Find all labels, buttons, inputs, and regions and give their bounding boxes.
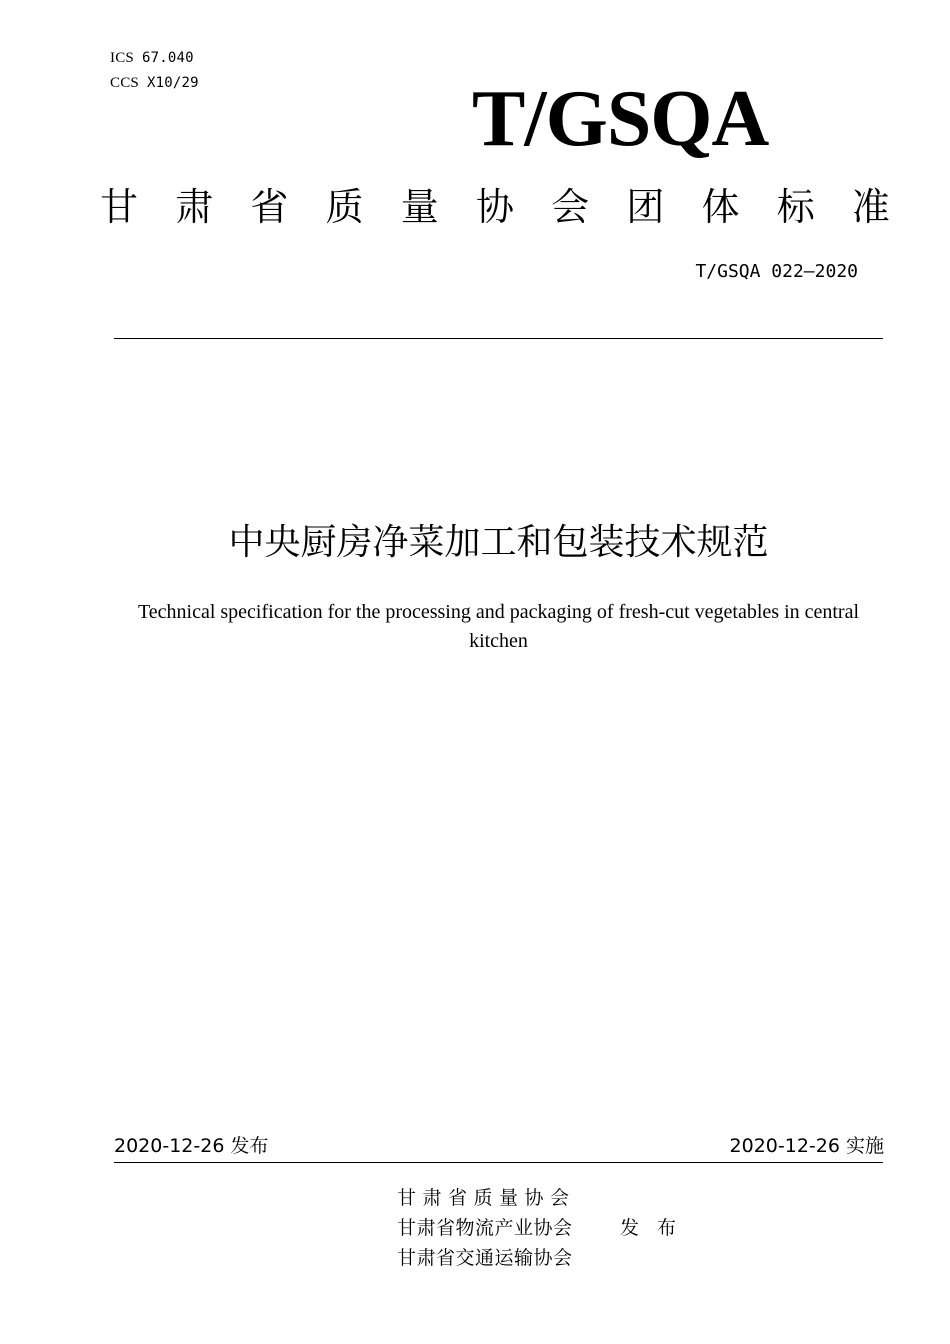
publisher-org: 甘肃省质量协会 (397, 1187, 576, 1209)
standard-type-char: 团 (626, 185, 665, 229)
header-divider (114, 338, 883, 339)
standard-type-char: 协 (475, 185, 514, 229)
standard-type-char: 准 (851, 185, 890, 229)
standard-type-char: 肃 (175, 185, 214, 229)
standard-type-char: 甘 (100, 185, 139, 229)
standard-type-char: 标 (776, 185, 815, 229)
ics-line (110, 46, 199, 71)
standard-type-char: 量 (400, 185, 439, 229)
standard-type-char: 省 (250, 185, 289, 229)
footer-divider (114, 1162, 883, 1163)
publisher-org: 甘肃省物流产业协会 (397, 1217, 573, 1239)
standard-type-char: 质 (325, 185, 364, 229)
standard-type (100, 182, 890, 232)
ics-label: ICS (110, 50, 134, 66)
standard-number: T/GSQA 022—2020 (695, 261, 858, 282)
publisher-list (397, 1183, 576, 1273)
title-english: Technical specification for the processing and packaging of fresh-cut vegetables in central kitchen (137, 601, 860, 652)
classification-codes (110, 46, 199, 96)
publish-label: 发布 (620, 1217, 695, 1239)
ccs-label: CCS (110, 75, 139, 91)
publish-date: 2020-12-26 发布 (114, 1135, 269, 1157)
standard-type-char: 体 (701, 185, 740, 229)
standard-brand: T/GSQA (472, 75, 769, 163)
ccs-line (110, 71, 199, 96)
title-chinese: 中央厨房净菜加工和包装技术规范 (228, 522, 769, 563)
implement-date: 2020-12-26 实施 (729, 1135, 884, 1157)
ics-value: 67.040 (141, 50, 194, 66)
publisher-org: 甘肃省交通运输协会 (397, 1247, 573, 1269)
standard-type-char: 会 (551, 185, 590, 229)
ccs-value: X10/29 (146, 75, 199, 91)
